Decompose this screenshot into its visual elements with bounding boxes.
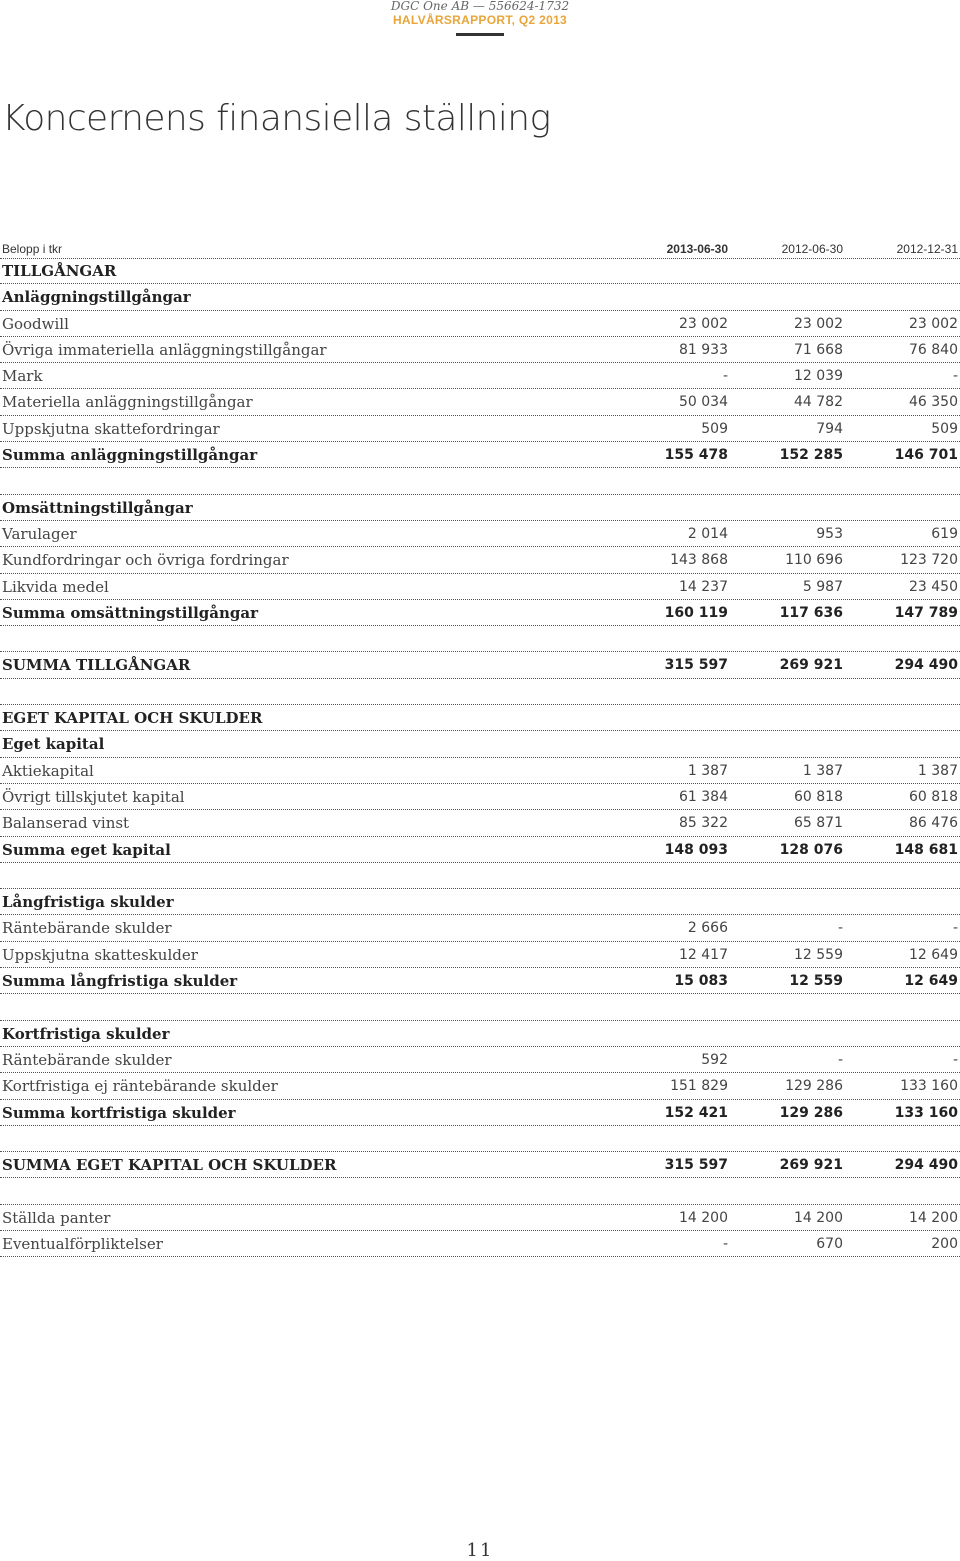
value-2013-06-30: 12 417 [679, 946, 728, 963]
row-label: Goodwill [2, 314, 69, 333]
table-row [0, 784, 960, 810]
row-label: Eventualförpliktelser [2, 1234, 163, 1253]
row-label: Kortfristiga ej räntebärande skulder [2, 1077, 278, 1096]
value-2012-06-30: 71 668 [794, 341, 843, 358]
table-row [0, 258, 960, 284]
company-name: DGC One AB — 556624-1732 [390, 0, 570, 13]
row-label: Aktiekapital [2, 761, 94, 780]
table-row [0, 1021, 960, 1047]
value-2012-06-30: 129 286 [785, 1078, 843, 1095]
table-row [0, 311, 960, 337]
column-header-label: Belopp i tkr [2, 242, 63, 256]
value-2012-12-31: 60 818 [909, 788, 958, 805]
value-2013-06-30: 2 014 [687, 525, 728, 542]
value-2012-12-31: 1 387 [917, 762, 958, 779]
value-2012-12-31: 148 681 [894, 841, 958, 858]
spacer-row [0, 863, 960, 889]
row-label: Anläggningstillgångar [2, 288, 191, 307]
value-2012-12-31: - [952, 920, 958, 937]
value-2012-06-30: 12 559 [789, 973, 843, 990]
column-header-2012-06-30: 2012-06-30 [781, 242, 843, 256]
value-2012-06-30: 152 285 [779, 447, 843, 464]
value-2013-06-30: 155 478 [664, 447, 728, 464]
row-label: Summa kortfristiga skulder [2, 1103, 236, 1122]
row-label: SUMMA EGET KAPITAL OCH SKULDER [2, 1156, 337, 1175]
spacer-row [0, 1178, 960, 1204]
value-2012-06-30: 670 [816, 1235, 843, 1252]
table-row [0, 284, 960, 310]
value-2013-06-30: 509 [701, 420, 728, 437]
page-title: Koncernens finansiella ställning [2, 98, 551, 139]
value-2013-06-30: 85 322 [679, 815, 728, 832]
table-row [0, 363, 960, 389]
row-label: Räntebärande skulder [2, 919, 172, 938]
value-2013-06-30: - [722, 368, 728, 385]
value-2012-06-30: 129 286 [779, 1104, 843, 1121]
row-label: Summa långfristiga skulder [2, 972, 238, 991]
value-2013-06-30: 23 002 [679, 315, 728, 332]
row-label: Kortfristiga skulder [2, 1024, 170, 1043]
row-label: Summa anläggningstillgångar [2, 446, 258, 465]
value-2012-06-30: 12 039 [794, 368, 843, 385]
table-row [0, 810, 960, 836]
table-row [0, 889, 960, 915]
value-2013-06-30: 14 200 [679, 1209, 728, 1226]
row-label: Uppskjutna skatteskulder [2, 945, 198, 964]
value-2012-12-31: 294 490 [894, 657, 958, 674]
value-2012-06-30: 794 [816, 420, 843, 437]
value-2012-06-30: 60 818 [794, 788, 843, 805]
value-2012-12-31: 76 840 [909, 341, 958, 358]
value-2012-12-31: 133 160 [900, 1078, 958, 1095]
row-label: Långfristiga skulder [2, 893, 174, 912]
value-2012-06-30: 14 200 [794, 1209, 843, 1226]
spacer-row [0, 679, 960, 705]
row-label: Summa omsättningstillgångar [2, 603, 259, 622]
value-2012-06-30: 12 559 [794, 946, 843, 963]
value-2012-12-31: 23 450 [909, 578, 958, 595]
value-2013-06-30: - [722, 1235, 728, 1252]
value-2012-12-31: 509 [931, 420, 958, 437]
value-2012-06-30: 117 636 [779, 604, 843, 621]
value-2013-06-30: 148 093 [664, 841, 728, 858]
table-row [0, 1152, 960, 1178]
report-title: HALVÅRSRAPPORT, Q2 2013 [392, 13, 568, 27]
table-row [0, 416, 960, 442]
value-2012-06-30: 269 921 [779, 657, 843, 674]
row-label: Räntebärande skulder [2, 1050, 172, 1069]
row-label: Materiella anläggningstillgångar [2, 393, 253, 412]
value-2012-06-30: 110 696 [785, 552, 843, 569]
spacer-row [0, 1126, 960, 1152]
value-2012-06-30: - [837, 1051, 843, 1068]
value-2013-06-30: 151 829 [670, 1078, 728, 1095]
table-row [0, 705, 960, 731]
table-row [0, 1073, 960, 1099]
table-row [0, 837, 960, 863]
value-2012-12-31: 200 [931, 1235, 958, 1252]
value-2013-06-30: 81 933 [679, 341, 728, 358]
value-2013-06-30: 2 666 [687, 920, 728, 937]
table-row [0, 1205, 960, 1231]
value-2013-06-30: 14 237 [679, 578, 728, 595]
table-row [0, 758, 960, 784]
table-row [0, 968, 960, 994]
spacer-row [0, 994, 960, 1020]
spacer-row [0, 468, 960, 494]
table-row [0, 547, 960, 573]
table-row [0, 337, 960, 363]
balance-sheet-table [0, 258, 960, 1257]
row-label: Omsättningstillgångar [2, 498, 193, 517]
table-row [0, 915, 960, 941]
value-2012-12-31: 12 649 [904, 973, 958, 990]
value-2013-06-30: 152 421 [664, 1104, 728, 1121]
value-2012-12-31: 14 200 [909, 1209, 958, 1226]
value-2012-12-31: 12 649 [909, 946, 958, 963]
value-2012-12-31: 619 [931, 525, 958, 542]
value-2012-06-30: 953 [816, 525, 843, 542]
column-header-2013-06-30: 2013-06-30 [666, 242, 728, 256]
row-label: SUMMA TILLGÅNGAR [2, 656, 191, 675]
column-header-2012-12-31: 2012-12-31 [896, 242, 958, 256]
page-number: 11 [466, 1540, 494, 1561]
table-row [0, 652, 960, 678]
value-2013-06-30: 315 597 [664, 657, 728, 674]
header-divider [456, 33, 504, 36]
value-2012-12-31: 294 490 [894, 1157, 958, 1174]
row-label: EGET KAPITAL OCH SKULDER [2, 709, 263, 728]
value-2012-06-30: 65 871 [794, 815, 843, 832]
value-2013-06-30: 592 [701, 1051, 728, 1068]
value-2013-06-30: 1 387 [687, 762, 728, 779]
row-label: Uppskjutna skattefordringar [2, 419, 220, 438]
value-2013-06-30: 15 083 [674, 973, 728, 990]
value-2013-06-30: 50 034 [679, 394, 728, 411]
row-label: TILLGÅNGAR [2, 262, 117, 280]
table-row [0, 731, 960, 757]
value-2012-12-31: - [952, 1051, 958, 1068]
value-2012-06-30: 5 987 [802, 578, 843, 595]
row-label: Ställda panter [2, 1208, 111, 1227]
value-2013-06-30: 61 384 [679, 788, 728, 805]
value-2013-06-30: 143 868 [670, 552, 728, 569]
row-label: Kundfordringar och övriga fordringar [2, 551, 289, 570]
row-label: Mark [2, 367, 43, 386]
row-label: Varulager [2, 524, 77, 543]
table-row [0, 600, 960, 626]
value-2012-12-31: 86 476 [909, 815, 958, 832]
row-label: Övriga immateriella anläggningstillgångar [2, 340, 327, 359]
value-2012-12-31: 123 720 [900, 552, 958, 569]
value-2013-06-30: 160 119 [664, 604, 728, 621]
value-2012-12-31: 147 789 [894, 604, 958, 621]
value-2012-12-31: - [952, 368, 958, 385]
value-2012-06-30: - [837, 920, 843, 937]
value-2013-06-30: 315 597 [664, 1157, 728, 1174]
table-row [0, 1231, 960, 1257]
value-2012-12-31: 23 002 [909, 315, 958, 332]
row-label: Summa eget kapital [2, 840, 171, 859]
table-row [0, 442, 960, 468]
table-row [0, 942, 960, 968]
value-2012-06-30: 23 002 [794, 315, 843, 332]
table-row [0, 574, 960, 600]
table-row [0, 521, 960, 547]
row-label: Eget kapital [2, 735, 105, 754]
spacer-row [0, 626, 960, 652]
table-row [0, 495, 960, 521]
value-2012-12-31: 133 160 [894, 1104, 958, 1121]
column-header-row [0, 240, 960, 259]
value-2012-06-30: 269 921 [779, 1157, 843, 1174]
value-2012-06-30: 44 782 [794, 394, 843, 411]
table-row [0, 1047, 960, 1073]
table-row [0, 389, 960, 415]
value-2012-06-30: 128 076 [779, 841, 843, 858]
row-label: Likvida medel [2, 577, 109, 596]
row-label: Balanserad vinst [2, 814, 130, 833]
value-2012-06-30: 1 387 [802, 762, 843, 779]
value-2012-12-31: 146 701 [894, 447, 958, 464]
table-row [0, 1100, 960, 1126]
value-2012-12-31: 46 350 [909, 394, 958, 411]
row-label: Övrigt tillskjutet kapital [2, 787, 185, 806]
